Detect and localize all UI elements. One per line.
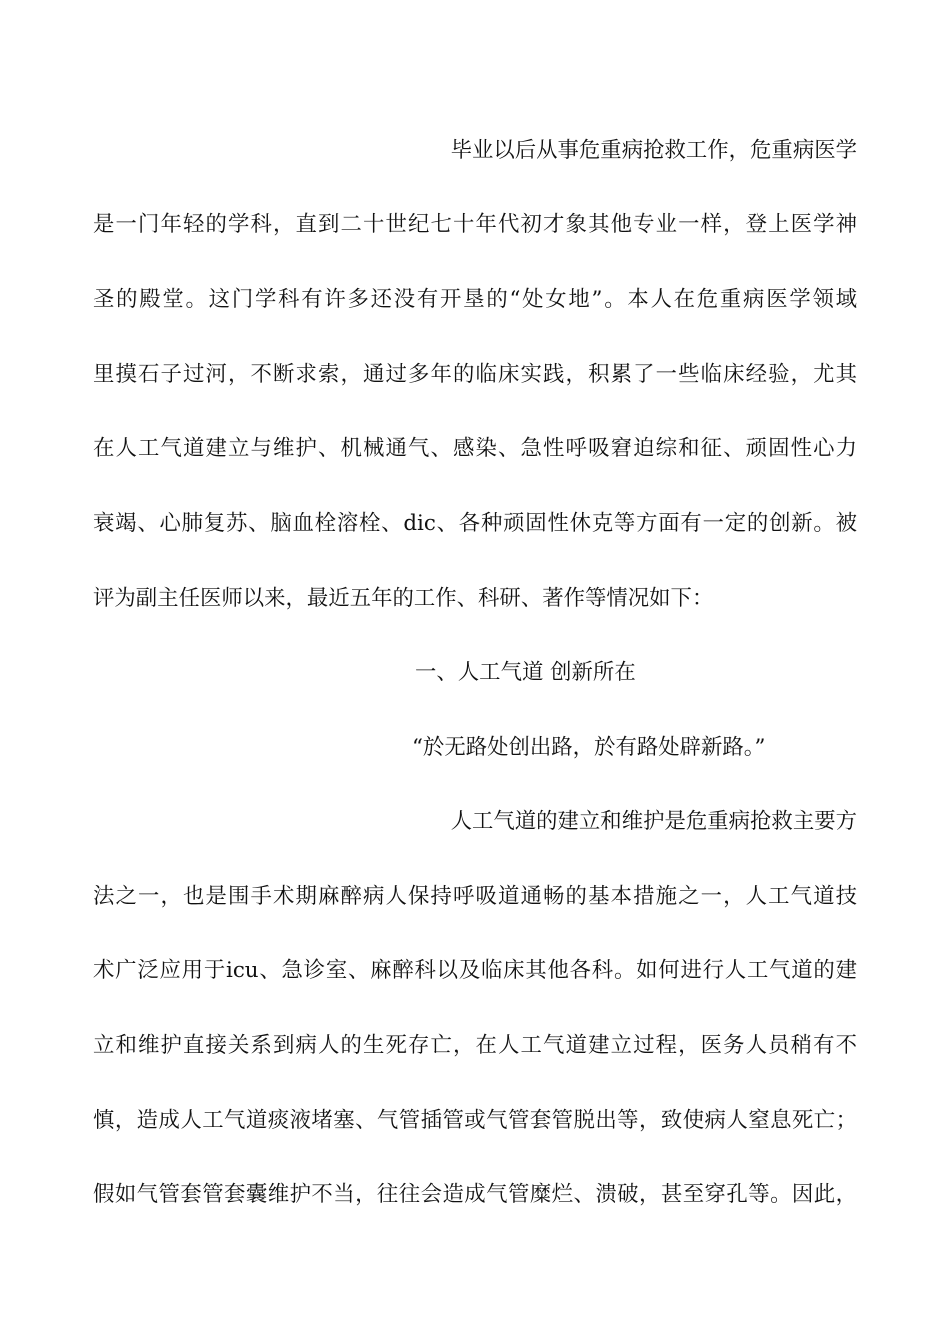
paragraph-line-6: 衰竭、心肺复苏、脑血栓溶栓、dic、各种顽固性休克等方面有一定的创新。被 bbox=[93, 511, 857, 536]
paragraph-line-13: 假如气管套管套囊维护不当，往往会造成气管糜烂、溃破，甚至穿孔等。因此， bbox=[93, 1182, 857, 1207]
paragraph-line-8: 人工气道的建立和维护是危重病抢救主要方 bbox=[450, 809, 857, 834]
paragraph-line-12: 慎，造成人工气道痰液堵塞、气管插管或气管套管脱出等，致使病人窒息死亡； bbox=[93, 1108, 857, 1133]
paragraph-line-5: 在人工气道建立与维护、机械通气、感染、急性呼吸窘迫综和征、顽固性心力 bbox=[93, 436, 857, 461]
paragraph-line-7: 评为副主任医师以来，最近五年的工作、科研、著作等情况如下： bbox=[93, 586, 714, 611]
paragraph-line-9: 法之一，也是围手术期麻醉病人保持呼吸道通畅的基本措施之一，人工气道技 bbox=[93, 884, 857, 909]
section-heading: 一、人工气道 创新所在 bbox=[415, 660, 636, 685]
paragraph-line-10: 术广泛应用于icu、急诊室、麻醉科以及临床其他各科。如何进行人工气道的建 bbox=[93, 958, 857, 983]
section-quote: “於无路处创出路，於有路处辟新路。” bbox=[412, 735, 766, 760]
paragraph-line-3: 圣的殿堂。这门学科有许多还没有开垦的“处女地”。本人在危重病医学领域 bbox=[93, 287, 857, 312]
paragraph-line-11: 立和维护直接关系到病人的生死存亡，在人工气道建立过程，医务人员稍有不 bbox=[93, 1033, 857, 1058]
paragraph-line-4: 里摸石子过河，不断求索，通过多年的临床实践，积累了一些临床经验，尤其 bbox=[93, 362, 857, 387]
paragraph-line-1: 毕业以后从事危重病抢救工作，危重病医学 bbox=[450, 138, 857, 163]
paragraph-line-2: 是一门年轻的学科，直到二十世纪七十年代初才象其他专业一样，登上医学神 bbox=[93, 212, 857, 237]
